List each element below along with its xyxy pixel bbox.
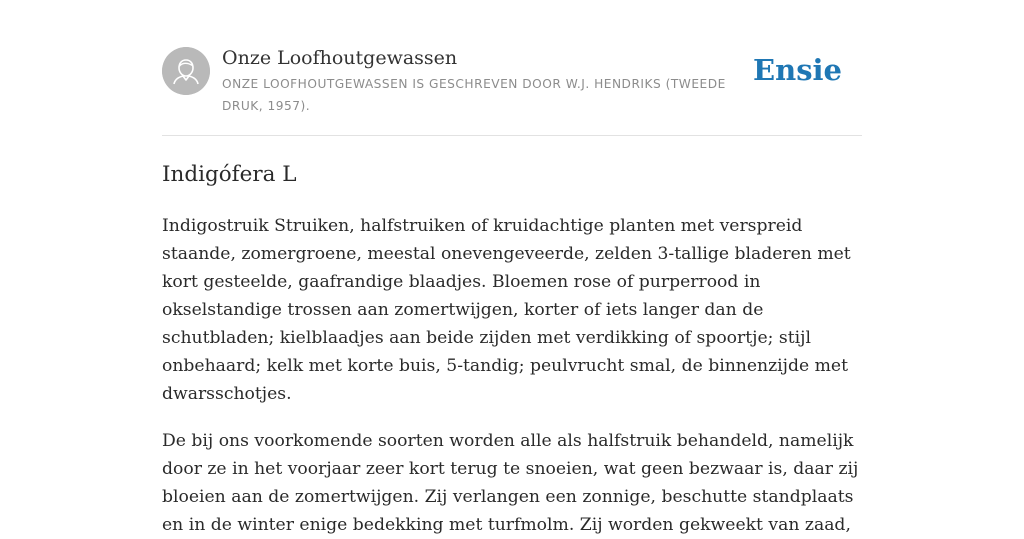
source-info bbox=[222, 46, 752, 117]
header-divider bbox=[162, 135, 862, 136]
source-header bbox=[162, 46, 862, 136]
source-description: ONZE LOOFHOUTGEWASSEN IS GESCHREVEN DOOR W.J. HENDRIKS (TWEEDE DRUK, 1957). bbox=[222, 77, 726, 113]
article-title: Indigófera L bbox=[162, 162, 297, 187]
article bbox=[162, 158, 868, 539]
source-title[interactable]: Onze Loofhoutgewassen bbox=[222, 47, 458, 69]
article-paragraph: De bij ons voorkomende soorten worden alle als halfstruik behandeld, namelijk door ze in het voorjaar zeer kort terug te snoeien, wat geen bezwaar is, daar zij bloeien aan de zomertwijgen. Zij verlangen een zonnige, beschutte standplaats en in de winter enige bedekking met turfmolm. Zij worden gekweekt van zaad, bbox=[162, 431, 859, 535]
user-avatar-icon[interactable] bbox=[162, 47, 210, 95]
article-paragraph: Indigostruik Struiken, halfstruiken of kruidachtige planten met verspreid staande, zomergroene, meestal onevengeveerde, zelden 3-tallige bladeren met kort gesteelde, gaafrandige blaadjes. Bloemen rose of purperrood in okselstandige trossen aan zomertwijgen, korter of iets langer dan de schutbladen; kielblaadjes aan beide zijden met verdikking of spoortje; stijl onbehaard; kelk met korte buis, 5-tandig; peulvrucht smal, de binnenzijde met dwarsschotjes. bbox=[162, 216, 851, 404]
brand-logo[interactable]: Ensie bbox=[753, 53, 842, 87]
